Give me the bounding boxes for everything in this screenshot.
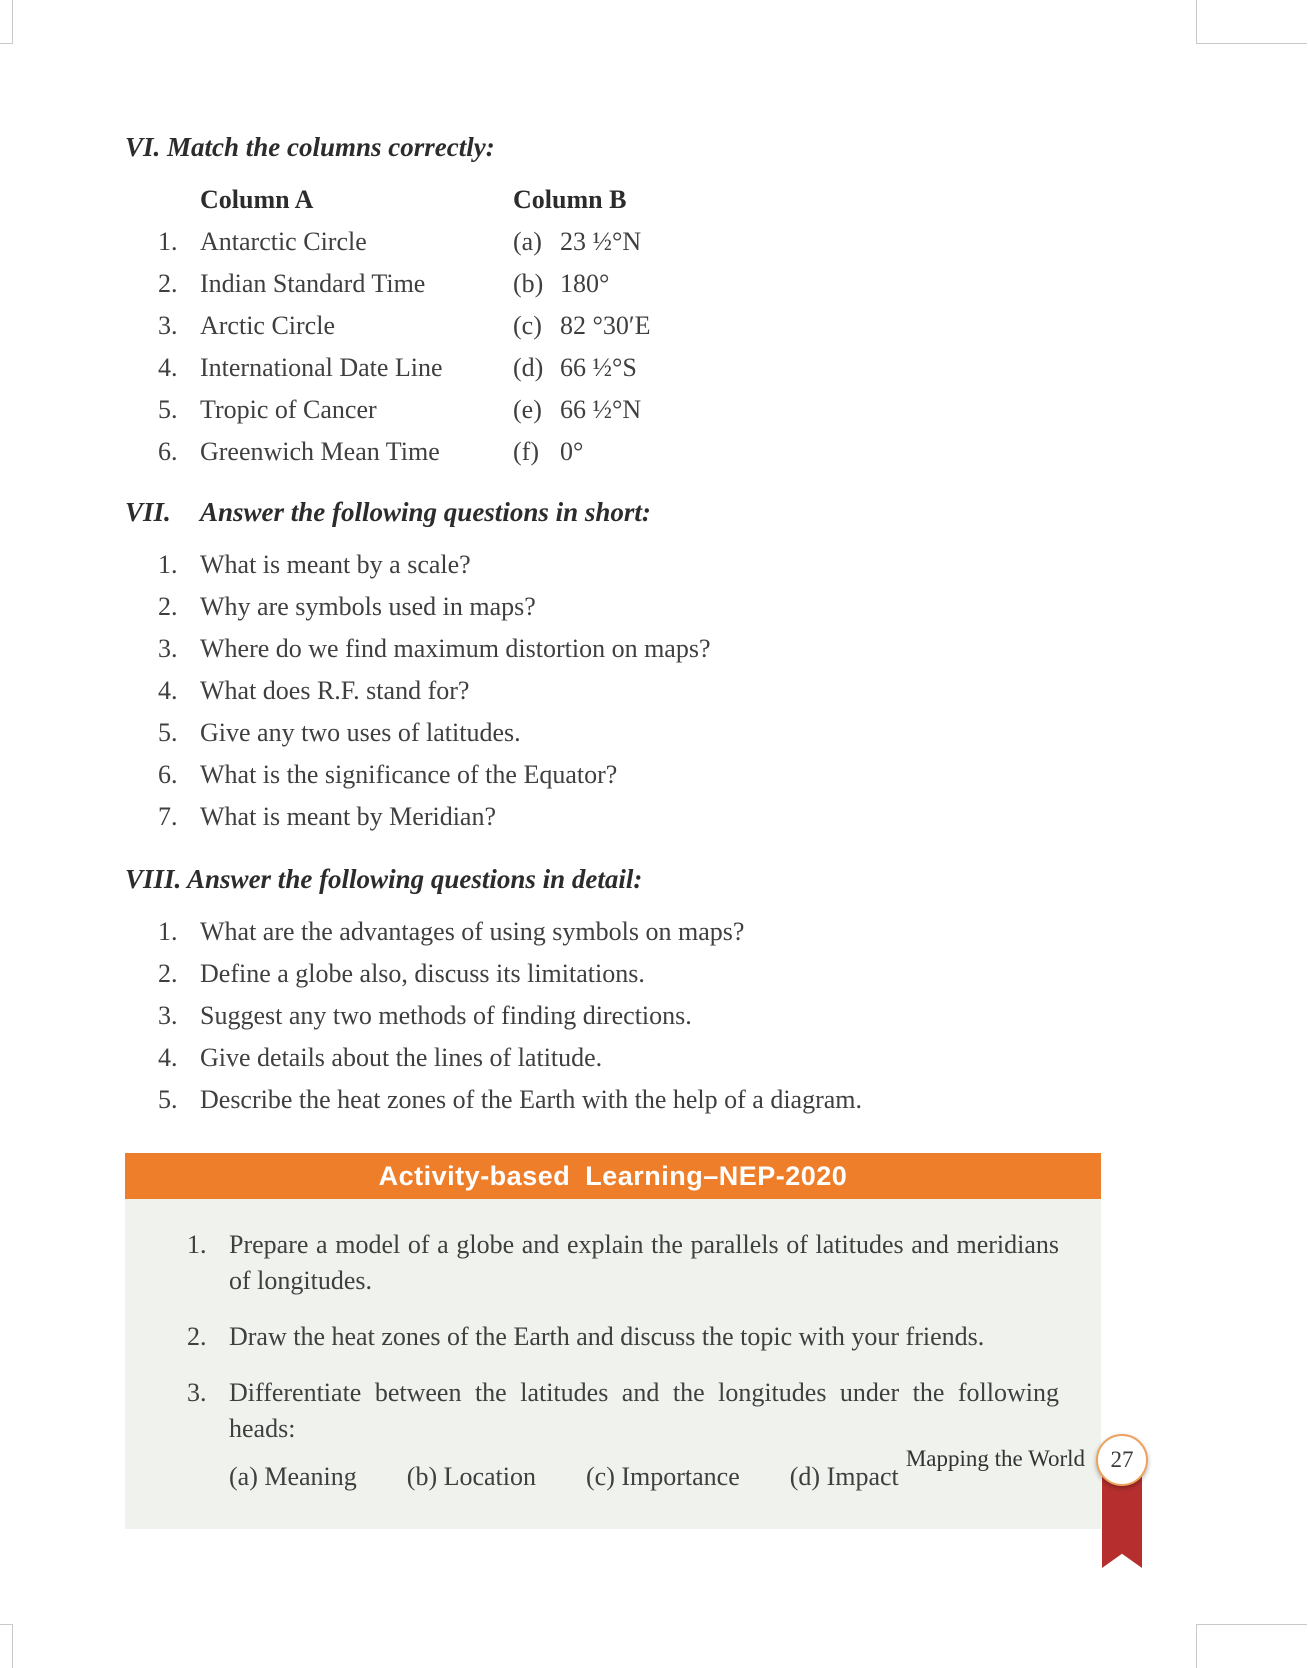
question-number: 4. xyxy=(158,1043,178,1072)
question-number: 7. xyxy=(158,802,178,831)
crop-mark-bottom-right xyxy=(1196,1624,1307,1668)
activity-body xyxy=(125,1199,1101,1529)
question-number: 5. xyxy=(158,718,178,747)
match-columns-header xyxy=(158,179,1101,221)
question-number: 2. xyxy=(158,592,178,621)
question-text: What does R.F. stand for? xyxy=(200,676,470,705)
question-number: 5. xyxy=(158,1085,178,1114)
section-vii-heading xyxy=(125,497,1101,528)
activity-header-bar xyxy=(125,1153,1101,1199)
question-item xyxy=(158,796,1101,838)
question-number: 3. xyxy=(158,634,178,663)
question-item xyxy=(158,754,1101,796)
row-number: 3. xyxy=(158,311,178,340)
column-b-item: 82 °30′E xyxy=(560,311,651,340)
question-item xyxy=(158,712,1101,754)
activity-item-text: Prepare a model of a globe and explain the parallels of latitudes and meridians of longitudes. xyxy=(229,1230,1059,1295)
question-item xyxy=(158,670,1101,712)
activity-item-number: 2. xyxy=(187,1322,207,1351)
activity-item xyxy=(187,1319,1059,1355)
question-item xyxy=(158,1037,1101,1079)
question-text: What is meant by a scale? xyxy=(200,550,471,579)
row-number: 6. xyxy=(158,437,178,466)
match-row xyxy=(158,263,1101,305)
activity-item-number: 3. xyxy=(187,1378,207,1407)
chapter-footer-label: Mapping the World xyxy=(905,1446,1085,1471)
row-number: 1. xyxy=(158,227,178,256)
column-a-item: Tropic of Cancer xyxy=(200,395,377,424)
crop-mark-bottom-left xyxy=(0,1624,13,1668)
column-b-item: 23 ½°N xyxy=(560,227,642,256)
column-b-item: 66 ½°S xyxy=(560,353,637,382)
column-a-item: International Date Line xyxy=(200,353,443,382)
row-number: 4. xyxy=(158,353,178,382)
question-text: Where do we find maximum distortion on maps? xyxy=(200,634,711,663)
question-number: 2. xyxy=(158,959,178,988)
question-text: Define a globe also, discuss its limitations. xyxy=(200,959,645,988)
question-number: 6. xyxy=(158,760,178,789)
option-letter: (d) xyxy=(513,353,544,382)
option-head: (d) Impact xyxy=(789,1462,899,1491)
activity-item xyxy=(187,1375,1059,1447)
question-text: What is the significance of the Equator? xyxy=(200,760,618,789)
question-item xyxy=(158,995,1101,1037)
page-number: 27 xyxy=(1110,1447,1134,1472)
detail-questions-list xyxy=(158,911,1101,1121)
activity-item-text: Draw the heat zones of the Earth and discuss the topic with your friends. xyxy=(229,1322,985,1351)
column-a-item: Arctic Circle xyxy=(200,311,335,340)
option-letter: (f) xyxy=(513,437,539,466)
question-text: Why are symbols used in maps? xyxy=(200,592,536,621)
activity-based-learning-box xyxy=(125,1153,1101,1529)
question-number: 4. xyxy=(158,676,178,705)
option-letter: (e) xyxy=(513,395,542,424)
match-columns-table xyxy=(158,179,1101,473)
question-item xyxy=(158,586,1101,628)
option-letter: (a) xyxy=(513,227,542,256)
section-vii-title: Answer the following questions in short: xyxy=(200,497,651,527)
question-text: What is meant by Meridian? xyxy=(200,802,497,831)
question-text: Suggest any two methods of finding directions. xyxy=(200,1001,692,1030)
column-a-header: Column A xyxy=(200,185,314,214)
activity-title: Activity-based Learning–NEP-2020 xyxy=(378,1160,848,1191)
row-number: 5. xyxy=(158,395,178,424)
section-viii-heading: VIII. Answer the following questions in detail: xyxy=(125,864,643,894)
question-text: Give any two uses of latitudes. xyxy=(200,718,521,747)
match-row xyxy=(158,305,1101,347)
match-row xyxy=(158,221,1101,263)
question-text: What are the advantages of using symbols on maps? xyxy=(200,917,745,946)
question-item xyxy=(158,544,1101,586)
option-letter: (b) xyxy=(513,269,544,298)
question-item xyxy=(158,628,1101,670)
column-b-item: 0° xyxy=(560,437,584,466)
section-vii-label: VII. xyxy=(125,497,171,527)
crop-mark-top-left xyxy=(0,0,13,44)
question-text: Describe the heat zones of the Earth with the help of a diagram. xyxy=(200,1085,863,1114)
option-head: (b) Location xyxy=(406,1462,537,1491)
page-number-badge xyxy=(1096,1434,1148,1486)
question-item xyxy=(158,953,1101,995)
column-b-item: 66 ½°N xyxy=(560,395,642,424)
column-a-item: Antarctic Circle xyxy=(200,227,367,256)
question-number: 1. xyxy=(158,550,178,579)
column-a-item: Greenwich Mean Time xyxy=(200,437,440,466)
question-number: 1. xyxy=(158,917,178,946)
option-head: (c) Importance xyxy=(586,1462,740,1491)
option-letter: (c) xyxy=(513,311,542,340)
page-content xyxy=(125,132,1101,1529)
section-vi-heading: VI. Match the columns correctly: xyxy=(125,132,495,162)
short-questions-list xyxy=(158,544,1101,838)
activity-item-text: Differentiate between the latitudes and the longitudes under the following heads: xyxy=(229,1378,1059,1443)
column-b-item: 180° xyxy=(560,269,610,298)
crop-mark-top-right xyxy=(1196,0,1307,44)
question-text: Give details about the lines of latitude. xyxy=(200,1043,603,1072)
match-row xyxy=(158,347,1101,389)
question-item xyxy=(158,911,1101,953)
column-a-item: Indian Standard Time xyxy=(200,269,426,298)
activity-item-number: 1. xyxy=(187,1230,207,1259)
question-number: 3. xyxy=(158,1001,178,1030)
row-number: 2. xyxy=(158,269,178,298)
option-head: (a) Meaning xyxy=(229,1462,357,1491)
question-item xyxy=(158,1079,1101,1121)
match-row xyxy=(158,389,1101,431)
column-b-header: Column B xyxy=(513,185,627,214)
activity-item xyxy=(187,1227,1059,1299)
match-row xyxy=(158,431,1101,473)
